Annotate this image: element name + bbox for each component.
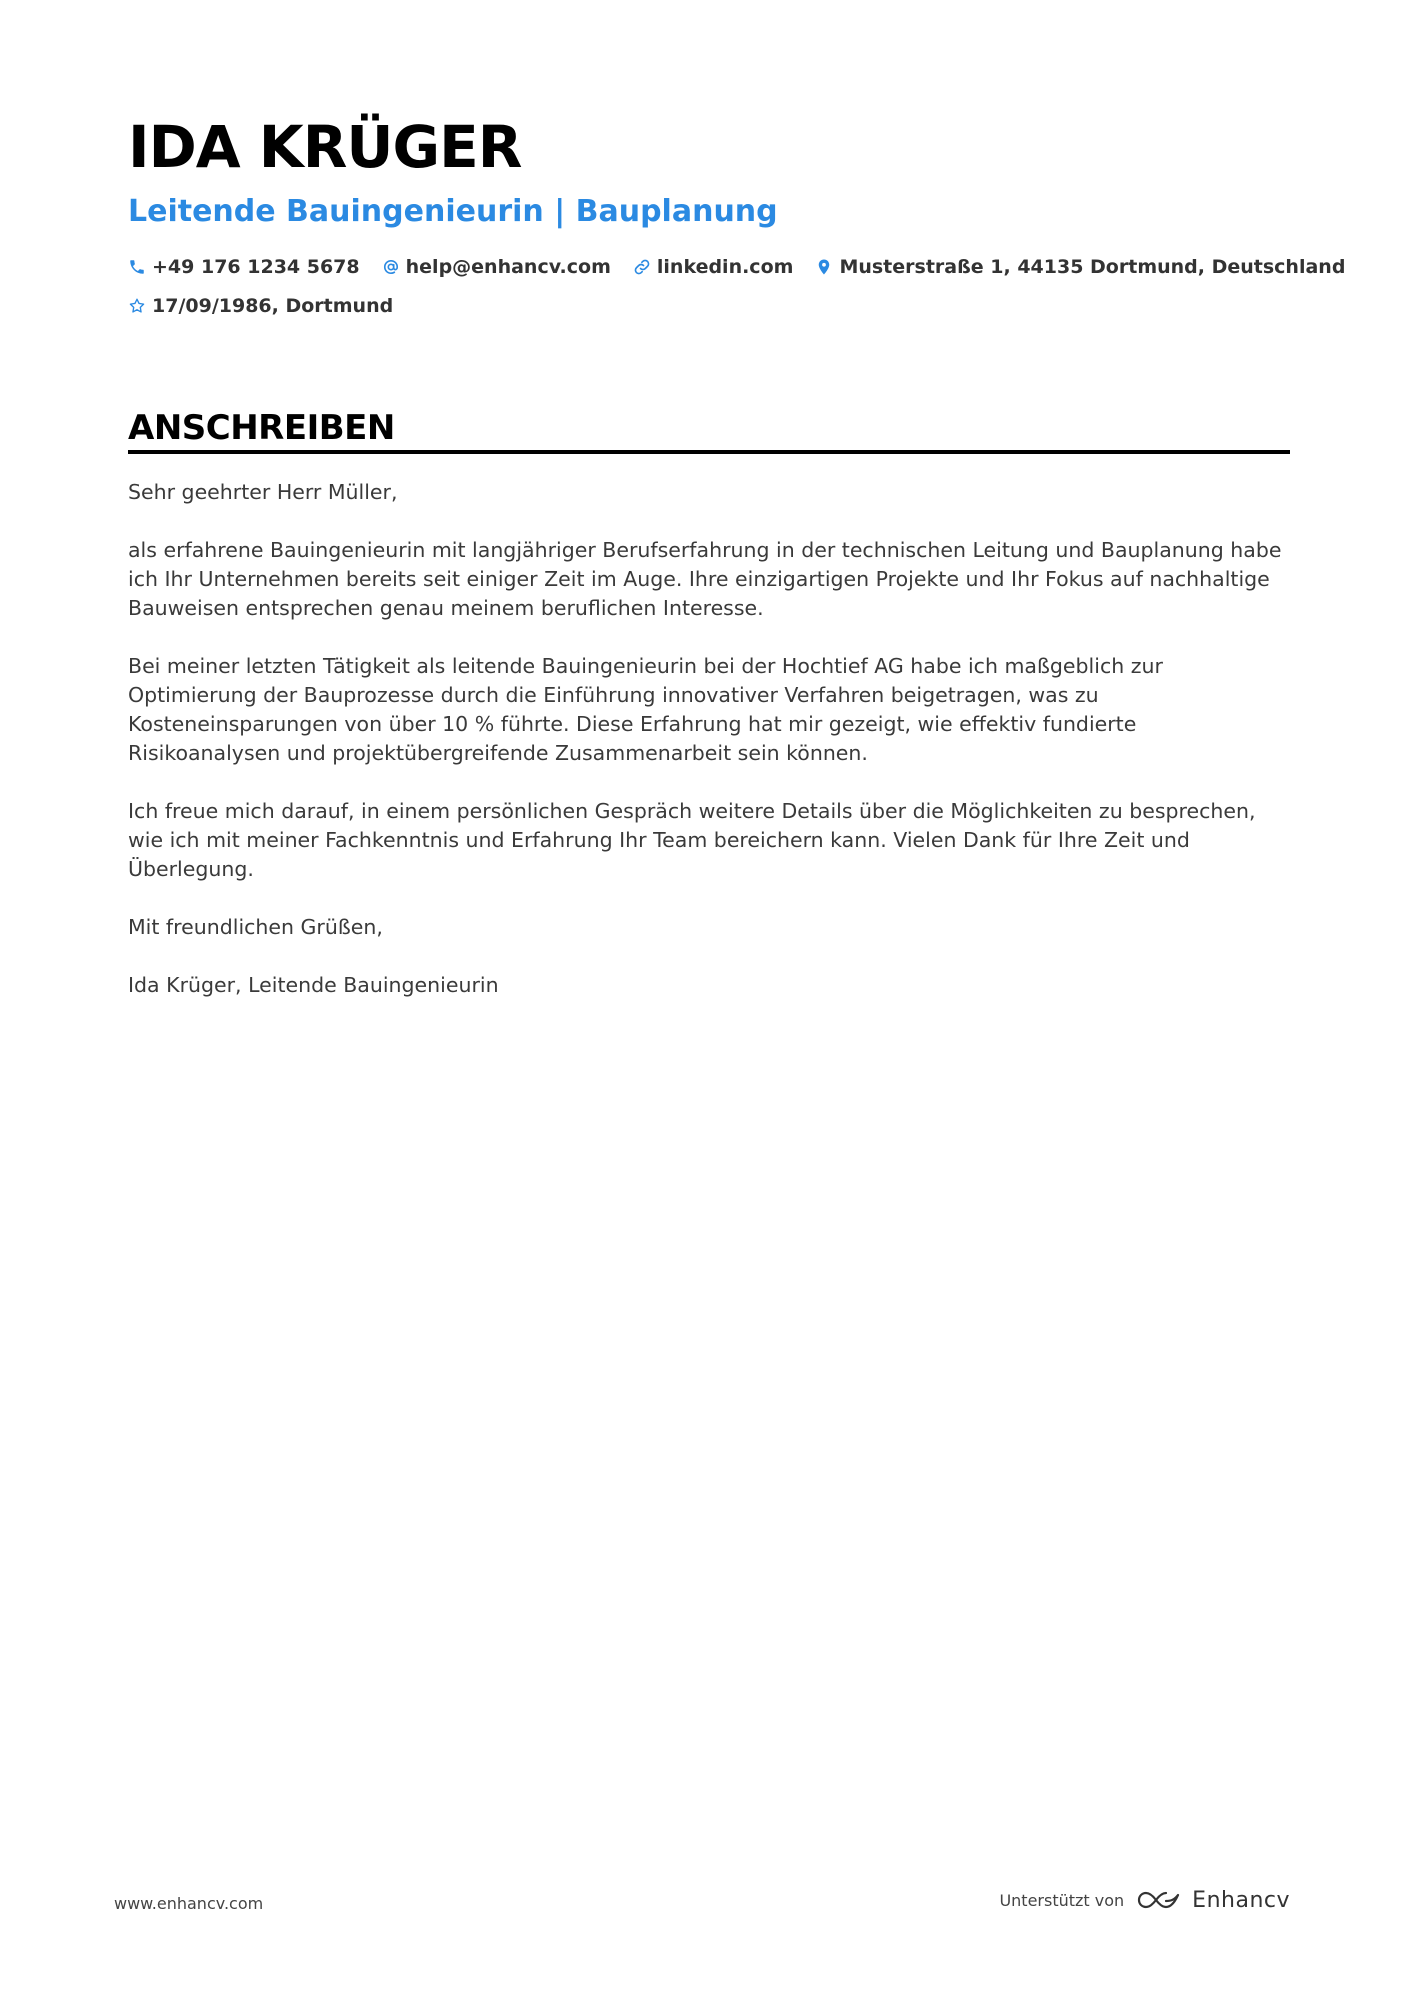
section-divider: [128, 450, 1290, 454]
letter-paragraph-2: Bei meiner letzten Tätigkeit als leitende Bauingenieurin bei der Hochtief AG habe ich maßgeblich zur Optimierung der Bauprozesse durch die Einführung innovativer Verfahren beigetragen, was zu Kosteneinsparungen von über 10 % führte. Diese Erfahrung hat mir gezeigt, wie effektiv fundierte Risikoanalysen und projektübergreifende Zusammenarbeit sein können.: [128, 654, 1163, 765]
letter-signature: Ida Krüger, Leitende Bauingenieurin: [128, 973, 499, 997]
contact-linkedin[interactable]: [633, 256, 794, 278]
brand-name: Enhancv: [1192, 1887, 1290, 1913]
footer-website[interactable]: www.enhancv.com: [114, 1894, 264, 1913]
powered-by-label: Unterstützt von: [999, 1890, 1125, 1910]
contact-email[interactable]: [382, 256, 611, 278]
enhancv-logo-icon: [1136, 1886, 1182, 1914]
linkedin-text: linkedin.com: [656, 256, 794, 278]
link-icon: [633, 258, 651, 276]
letter-salutation: Sehr geehrter Herr Müller,: [128, 480, 398, 504]
contact-phone: [128, 256, 360, 278]
letter-paragraph-1: als erfahrene Bauingenieurin mit langjähriger Berufserfahrung in der technischen Leitung und Bauplanung habe ich Ihr Unternehmen bereits seit einiger Zeit im Auge. Ihre einzigartigen Projekte und Ihr Fokus auf nachhaltige Bauweisen entsprechen genau meinem beruflichen Interesse.: [128, 538, 1282, 620]
contact-row-2: [128, 291, 1290, 321]
section-title: ANSCHREIBEN: [128, 408, 395, 448]
letter-paragraph-3: Ich freue mich darauf, in einem persönlichen Gespräch weitere Details über die Möglichkeiten zu besprechen, wie ich mit meiner Fachkenntnis und Erfahrung Ihr Team bereichern kann. Vielen Dank für Ihre Zeit und Überlegung.: [128, 799, 1256, 881]
email-text: help@enhancv.com: [405, 256, 611, 278]
footer-branding[interactable]: [999, 1886, 1290, 1914]
address-text: Musterstraße 1, 44135 Dortmund, Deutschland: [839, 256, 1346, 278]
job-title: Leitende Bauingenieurin | Bauplanung: [128, 194, 778, 229]
location-pin-icon: [815, 258, 833, 276]
letter-closing: Mit freundlichen Grüßen,: [128, 915, 383, 939]
phone-text: +49 176 1234 5678: [152, 256, 360, 278]
contact-address: [815, 256, 1345, 278]
birth-text: 17/09/1986, Dortmund: [152, 295, 394, 317]
phone-icon: [128, 258, 146, 276]
contact-info: [128, 252, 1346, 330]
contact-birth: [128, 295, 393, 317]
at-icon: [382, 258, 400, 276]
applicant-name: IDA KRÜGER: [128, 113, 522, 181]
star-icon: [128, 297, 146, 315]
contact-row-1: [128, 252, 1346, 282]
letter-body: [128, 478, 1290, 1029]
